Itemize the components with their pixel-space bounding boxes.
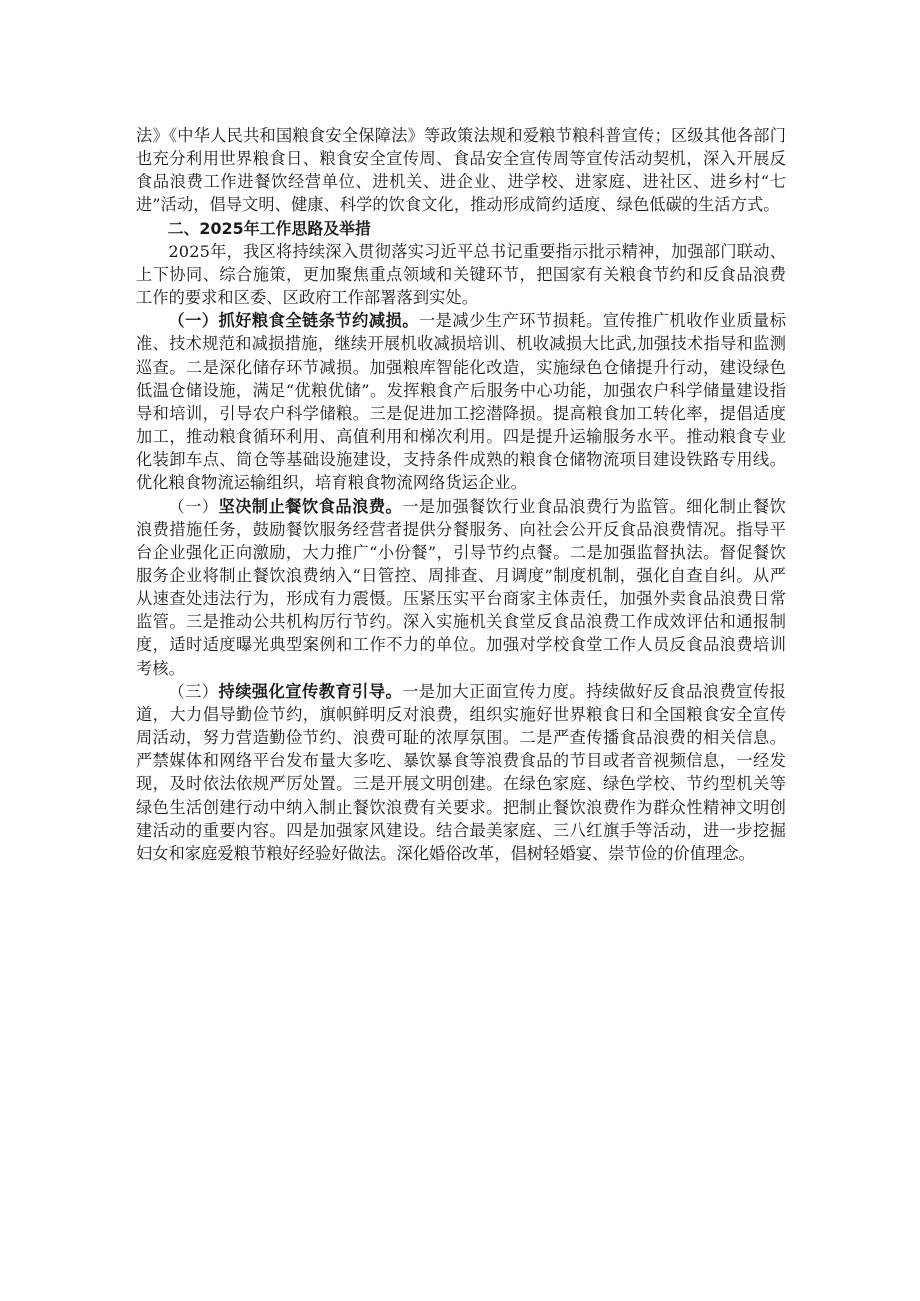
item-lead-number-3: （三） — [168, 681, 219, 701]
item-lead-number-2: （一） — [168, 496, 219, 516]
section-heading: 二、2025年工作思路及举措 — [167, 218, 371, 238]
item-paragraph-2 — [136, 495, 786, 680]
item-paragraph-1 — [136, 309, 786, 494]
item-lead-2: 坚决制止餐饮食品浪费。 — [218, 496, 403, 516]
item-body-1: 一是减少生产环节损耗。宣传推广机收作业质量标准、技术规范和减损措施，继续开展机收减损培训、机收减损大比武,加强技术指导和监测巡查。二是深化储存环节减损。加强粮库智能化改造，实施绿色仓储提升行动，建设绿色低温仓储设施，满足“优粮优储”。发挥粮食产后服务中心功能，加强农户科学储量建设指导和培训，引导农户科学储粮。三是促进加工挖潜降损。提高粮食加工转化率，提倡适度加工，推动粮食循环利用、高值利用和梯次利用。四是提升运输服务水平。推动粮食专业化装卸车点、筒仓等基础设施建设，支持条件成熟的粮食仓储物流项目建设铁路专用线。优化粮食物流运输组织，培育粮食物流网络货运企业。 — [136, 311, 787, 493]
document-body — [136, 124, 786, 865]
item-paragraph-3 — [136, 680, 786, 865]
section-intro-paragraph: 2025年，我区将持续深入贯彻落实习近平总书记重要指示批示精神，加强部门联动、上下协同、综合施策，更加聚焦重点领域和关键环节，把国家有关粮食节约和反食品浪费工作的要求和区委、区政府工作部署落到实处。 — [136, 241, 786, 308]
item-body-2: 一是加强餐饮行业食品浪费行为监管。细化制止餐饮浪费措施任务，鼓励餐饮服务经营者提供分餐服务、向社会公开反食品浪费情况。指导平台企业强化正向激励，大力推广“小份餐”，引导节约点餐。二是加强监督执法。督促餐饮服务企业将制止餐饮浪费纳入“日管控、周排查、月调度”制度机制，强化自查自纠。从严从速查处违法行为，形成有力震慑。压紧压实平台商家主体责任，加强外卖食品浪费日常监管。三是推动公共机构厉行节约。深入实施机关食堂反食品浪费工作成效评估和通报制度，适时适度曝光典型案例和工作不力的单位。加强对学校食堂工作人员反食品浪费培训考核。 — [136, 496, 786, 678]
intro-paragraph: 法》《中华人民共和国粮食安全保障法》等政策法规和爱粮节粮科普宣传；区级其他各部门也充分利用世界粮食日、粮食安全宣传周、食品安全宣传周等宣传活动契机，深入开展反食品浪费工作进餐饮经营单位、进机关、进企业、进学校、进家庭、进社区、进乡村“七进”活动，倡导文明、健康、科学的饮食文化，推动形成简约适度、绿色低碳的生活方式。 — [136, 126, 786, 215]
item-lead-1: （一）抓好粮食全链条节约减损。 — [168, 311, 419, 331]
item-lead-3: 持续强化宣传教育引导。 — [218, 681, 403, 701]
item-body-3: 一是加大正面宣传力度。持续做好反食品浪费宣传报道，大力倡导勤俭节约，旗帜鲜明反对浪费，组织实施好世界粮食日和全国粮食安全宣传周活动，努力营造勤俭节约、浪费可耻的浓厚氛围。二是严查传播食品浪费的相关信息。严禁媒体和网络平台发布量大多吃、暴饮暴食等浪费食品的节目或者音视频信息，一经发现，及时依法依规严厉处置。三是开展文明创建。在绿色家庭、绿色学校、节约型机关等绿色生活创建行动中纳入制止餐饮浪费有关要求。把制止餐饮浪费作为群众性精神文明创建活动的重要内容。四是加强家风建设。结合最美家庭、三八红旗手等活动，进一步挖掘妇女和家庭爱粮节粮好经验好做法。深化婚俗改革，倡树轻婚宴、崇节俭的价值理念。 — [136, 681, 786, 863]
